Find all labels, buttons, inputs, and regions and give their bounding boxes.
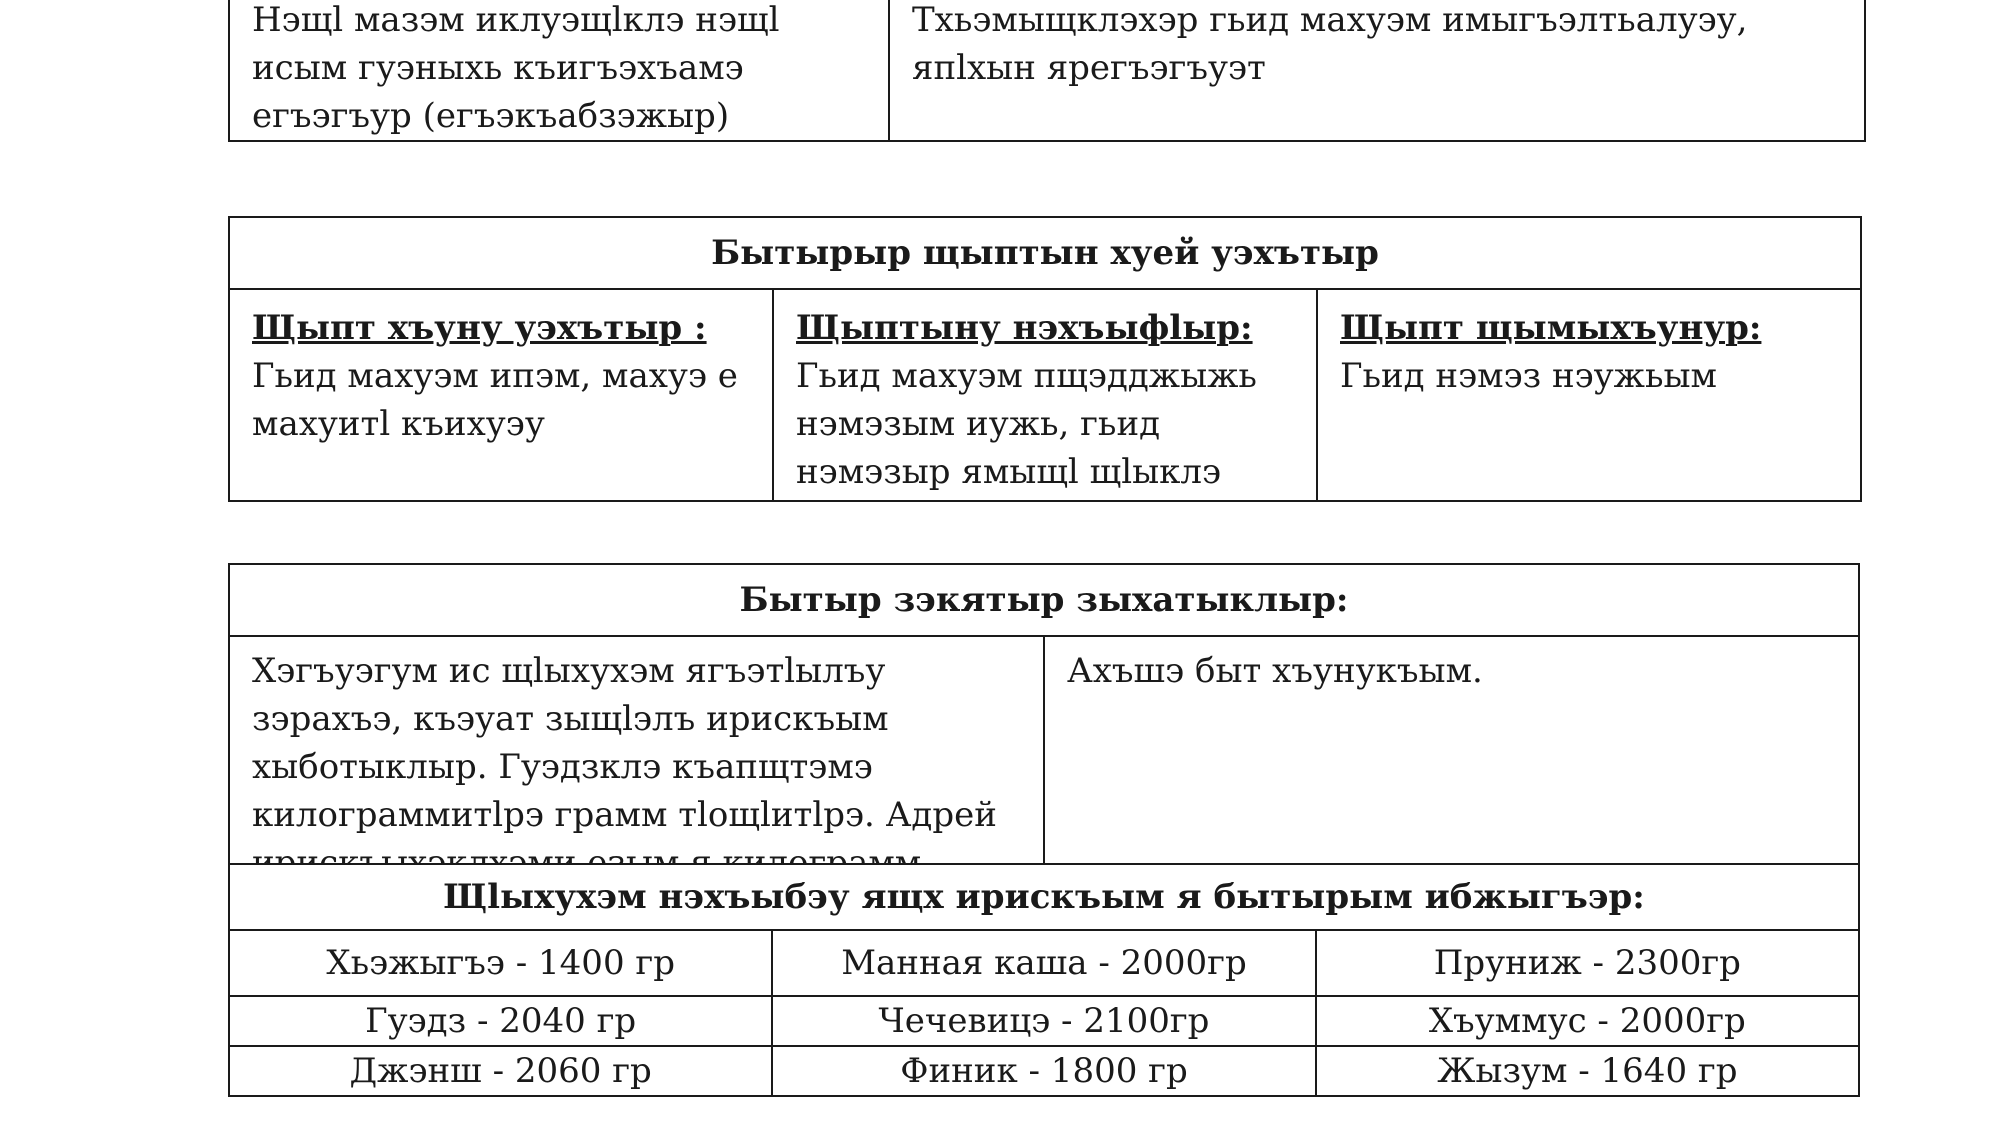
sadaqa-purpose-cell: Нэщl мазэм иклуэщlклэ нэщl исым гуэныхь къигъэхъамэ егъэгъур (егъэкъабзэжыр): [229, 0, 889, 141]
food-cell: Гуэдз - 2040 гр: [229, 996, 772, 1046]
money-note-cell: Ахъшэ быт хъунукъым.: [1044, 636, 1859, 936]
sadaqa-benefit-cell: Тхьэмыщклэхэр гьид махуэм имыгъэлтьaлуэу, япlхын ярегъэгъуэт: [889, 0, 1865, 141]
food-amounts-title: Щlыхухэм нэхъыбэу ящх ирискъым я бытырым ибжыгъэр:: [229, 864, 1859, 930]
allowed-time-text: Гьид махуэм ипэм, махуэ е махуитl къихуэу: [252, 356, 738, 444]
payment-time-title: Бытырыр щыптын хуей уэхътыр: [229, 217, 1861, 289]
table-row: [229, 930, 1859, 996]
allowed-time-heading: Щыпт хъуну уэхътыр :: [252, 308, 707, 348]
payment-amount-text: Хэгъуэгум ис щlыхухэм ягъэтlылъу зэрахъэ, къэуат зыщlэлъ ирискъым хыботыклыр. Гуэдзклэ къапщтэмэ килограммитlрэ грамм тlощlитlрэ. Адрей: [229, 636, 1044, 936]
best-time-heading: Щыптыну нэхъыфlыр:: [796, 308, 1253, 348]
food-cell: Джэнш - 2060 гр: [229, 1046, 772, 1096]
forbidden-time-text: Гьид нэмэз нэужьым: [1340, 356, 1717, 396]
forbidden-time-cell: [1317, 289, 1861, 501]
table-row: [229, 996, 1859, 1046]
food-cell: Финик - 1800 гр: [772, 1046, 1315, 1096]
allowed-time-cell: [229, 289, 773, 501]
table-row: [229, 1046, 1859, 1096]
food-cell: Хьэжыгъэ - 1400 гр: [229, 930, 772, 996]
food-cell: Чечевицэ - 2100гр: [772, 996, 1315, 1046]
best-time-cell: [773, 289, 1317, 501]
food-cell: Хъуммус - 2000гр: [1316, 996, 1859, 1046]
payment-time-table: [228, 216, 1862, 502]
food-amounts-table: [228, 863, 1860, 1097]
food-cell: Жызум - 1640 гр: [1316, 1046, 1859, 1096]
best-time-text: Гьид махуэм пщэдджыжь нэмэзым иужь, гьид нэмэзыр ямыщl щlыклэ: [796, 356, 1257, 492]
payment-amount-title: Бытыр зэкятыр зыхатыклыр:: [229, 564, 1859, 636]
food-cell: Пруниж - 2300гр: [1316, 930, 1859, 996]
sadaqa-info-table: [228, 0, 1866, 142]
forbidden-time-heading: Щыпт щымыхъунур:: [1340, 308, 1762, 348]
food-cell: Манная каша - 2000гр: [772, 930, 1315, 996]
